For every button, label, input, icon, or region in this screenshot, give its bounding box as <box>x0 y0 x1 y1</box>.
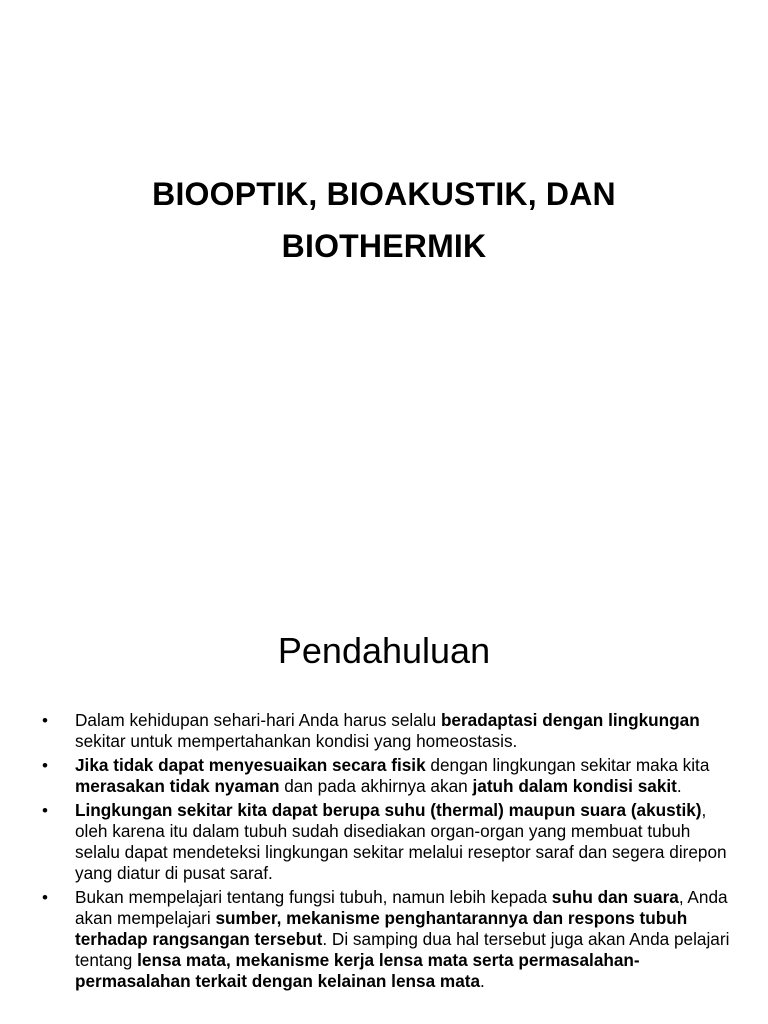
text-run: Bukan mempelajari tentang fungsi tubuh, namun lebih kepada <box>75 887 552 907</box>
text-run: dengan lingkungan sekitar maka kita <box>425 755 710 775</box>
bold-text-run: jatuh dalam kondisi sakit <box>472 776 677 796</box>
bullet-list <box>40 710 730 995</box>
intro-slide <box>0 576 768 1024</box>
bold-text-run: sumber, mekanisme penghantarannya dan respons tubuh terhadap rangsangan tersebut <box>75 908 688 949</box>
text-run: . <box>676 776 682 796</box>
bullet-icon: • <box>42 888 48 907</box>
text-run: Dalam kehidupan sehari-hari Anda harus selalu <box>75 710 441 730</box>
main-title-line-2: BIOTHERMIK <box>281 228 487 264</box>
text-run: , oleh karena itu dalam tubuh sudah disediakan organ-organ yang membuat tubuh selalu dapat mendeteksi lingkungan sekitar melalui reseptor saraf dan segera direpon yang diatur di pusat saraf. <box>75 800 727 883</box>
bold-text-run: lensa mata, mekanisme kerja lensa mata serta permasalahan-permasalahan terkait dengan kelainan lensa mata <box>75 950 640 991</box>
main-title <box>60 168 708 272</box>
bullet-item-4 <box>40 887 730 992</box>
bullet-text <box>75 887 729 991</box>
text-run: , Anda akan mempelajari <box>75 887 728 928</box>
bullet-icon: • <box>42 756 48 775</box>
bullet-icon: • <box>42 801 48 820</box>
bullet-text <box>75 710 700 751</box>
bold-text-run: merasakan tidak nyaman <box>75 776 280 796</box>
bullet-item-1 <box>40 710 730 752</box>
bullet-item-3 <box>40 800 730 884</box>
bullet-icon: • <box>42 711 48 730</box>
bullet-item-2 <box>40 755 730 797</box>
text-run: . <box>480 971 485 991</box>
bold-text-run: Lingkungan sekitar kita dapat berupa suhu (thermal) maupun suara (akustik) <box>75 800 702 820</box>
bullet-text <box>75 800 727 883</box>
bold-text-run: Jika tidak dapat menyesuaikan secara fisik <box>75 755 426 775</box>
bold-text-run: suhu dan suara <box>551 887 679 907</box>
section-title: Pendahuluan <box>277 630 491 671</box>
text-run: . Di samping dua hal tersebut juga akan Anda pelajari tentang <box>75 929 730 970</box>
text-run: sekitar untuk mempertahankan kondisi yang homeostasis. <box>75 731 518 751</box>
bold-text-run: beradaptasi dengan lingkungan <box>440 710 700 730</box>
text-run: dan pada akhirnya akan <box>279 776 473 796</box>
main-title-line-1: BIOOPTIK, BIOAKUSTIK, DAN <box>152 176 616 212</box>
bullet-text <box>75 755 709 796</box>
